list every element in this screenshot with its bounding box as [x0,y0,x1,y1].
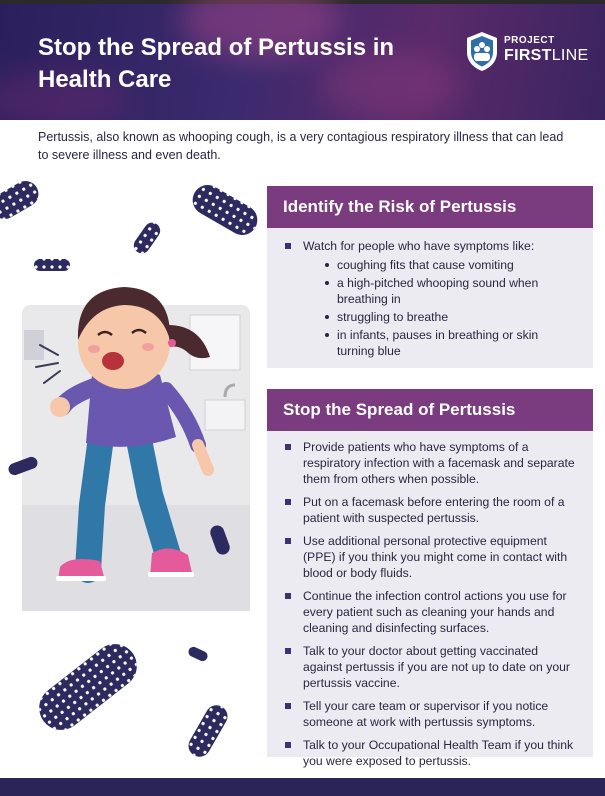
bacteria-icon [131,219,164,256]
page-footer-bar [0,778,605,796]
stop-item: Use additional personal protective equipment (PPE) if you think you might come in contact with blood or body fluids. [283,533,577,581]
shield-logo-icon [464,30,500,72]
stop-item: Talk to your doctor about getting vaccinated against pertussis if you are not up to date on your pertussis vaccine. [283,643,577,691]
intro-paragraph: Pertussis, also known as whooping cough, is a very contagious respiratory illness that can lead to severe illness and even death. [38,130,564,162]
stop-heading: Stop the Spread of Pertussis [267,389,593,431]
logo-firstline-text: FIRSTLINE [504,47,589,64]
stop-body [267,431,593,786]
bacteria-icon [187,645,209,663]
stop-item: Tell your care team or supervisor if you notice someone at work with pertussis symptoms. [283,698,577,730]
coughing-child-illustration [0,175,265,796]
bacteria-icon [187,180,263,241]
bacteria-icon [34,259,70,271]
risk-lead-item [283,238,577,359]
page-title: Stop the Spread of Pertussis in Health Care [38,34,395,93]
stop-item: Talk to your Occupational Health Team if you think you were exposed to pertussis. [283,737,577,769]
stop-item: Put on a facemask before entering the room of a patient with suspected pertussis. [283,494,577,526]
bacteria-icon [184,701,231,760]
risk-heading: Identify the Risk of Pertussis [267,186,593,228]
project-firstline-logo [464,30,589,74]
stop-item: Provide patients who have symptoms of a respiratory infection with a facemask and separate them from others when possible. [283,439,577,487]
stop-card [267,389,593,768]
symptom-list [303,257,577,359]
page-header [0,0,605,120]
symptom-item: in infants, pauses in breathing or skin turning blue [303,327,577,359]
bacteria-icon [30,635,145,739]
risk-body [267,228,593,376]
symptom-item: struggling to breathe [303,309,577,325]
symptom-item: coughing fits that cause vomiting [303,257,577,273]
stop-item: Continue the infection control actions you use for every patient such as cleaning your hands and cleaning and disinfecting surfaces. [283,588,577,636]
logo-project-text: PROJECT [504,35,555,46]
bacteria-icon [0,176,43,224]
symptom-item: a high-pitched whooping sound when breathing in [303,275,577,307]
risk-lead-text: Watch for people who have symptoms like: [303,239,535,253]
risk-card [267,186,593,368]
